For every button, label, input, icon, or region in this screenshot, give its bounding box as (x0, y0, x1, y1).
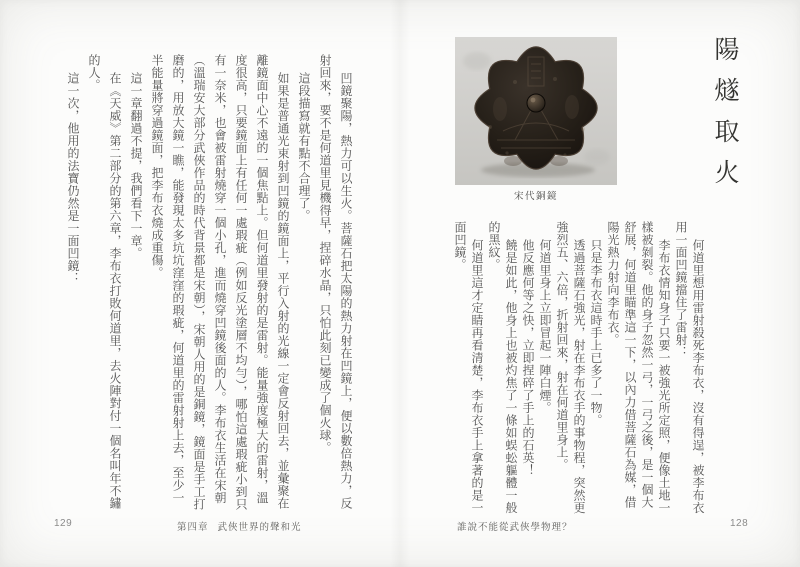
mirror-knob-highlight (531, 98, 536, 103)
paragraph: 何道里想用雷射殺死李布衣，沒有得逞，被李布衣用一面凹鏡擋住了雷射： (674, 221, 705, 514)
quote-paragraph: 饒是如此，他身上也被灼焦了一條如蜈蚣軀體一般的黑紋。 (487, 221, 518, 514)
paragraph: 在《天威》第二部分的第六章，李布衣打敗何道里，去火陣對付一個名叫年不鏽的人。 (87, 54, 122, 510)
quote-paragraph: 他反應何等之快，立即捏碎了手上的石英！ (521, 239, 535, 477)
page-number-right: 128 (730, 518, 749, 529)
right-page-text (406, 221, 706, 514)
quote-paragraph: 只是李布衣這時手上已多了一物。 (589, 239, 603, 427)
page-128 (400, 0, 800, 567)
book-title-running-footer: 誰說不能從武俠學物理？ (457, 523, 573, 533)
chapter-label: 第四章 (177, 523, 209, 533)
figure-song-mirror (455, 37, 617, 185)
photo-blotch (463, 52, 491, 70)
photo-blotch (584, 149, 610, 165)
figure-caption: 宋代銅鏡 (513, 192, 558, 202)
quote-paragraph: 凹鏡聚陽，熱力可以生火。菩薩石把太陽的熱力射在凹鏡上，便以數倍熱力，反射回來，要不是何道里見機得早，捏碎水晶，只怕此刻已變成了個火球。 (318, 54, 353, 510)
paragraph: 如果是普通光束射到凹鏡的鏡面上，平行入射的光線一定會反射回去，並彙聚在離鏡面中心不遠的一個焦點上。但何道里發射的是雷射。能量強度極大的雷射，溫度很高，只要鏡面上有任何一處瑕疵（例如反光塗層不均勻），哪怕這處瑕疵小到只有一奈米，也會被雷射燒穿一個小孔，進而燒穿凹鏡後面的人。李布衣生活在宋朝（溫瑞安大部分武俠作品的時代背景都是宋朝），宋朝人用的是銅鏡，鏡面是手工打磨的，用放大鏡一瞧，能發現太多坑坑窪窪的瑕疵，何道里的雷射射上去，至少一半能量將穿過鏡面，把李布衣燒成重傷。 (150, 54, 290, 511)
chapter-title: 武俠世界的聲和光 (217, 523, 302, 533)
mirror-knob (527, 94, 545, 112)
quote-paragraph: 李布衣情知身子只要一被強光所定照，便像土地一樣被剝裂。他的身子忽然一弓，一弓之後，是一個大舒展，何道里瞄準這一下，以內力借菩薩石為媒，借陽光熱力射向李布衣。 (606, 221, 671, 514)
section-title: 陽燧取火 (711, 36, 738, 200)
paragraph: 這一章翻過不提，我們看下一章。 (129, 72, 143, 260)
paragraph: 這一次，他用的法寶仍然是一面凹鏡： (66, 72, 80, 285)
page-number-left: 129 (54, 518, 73, 529)
paragraph: 這段描寫就有點不合理了。 (297, 72, 311, 222)
chapter-running-footer (177, 519, 302, 533)
quote-paragraph: 何道里這才定睛再看清楚，李布衣手上拿著的是一面凹鏡。 (453, 221, 484, 514)
bronze-mirror-photo (455, 37, 617, 185)
quote-paragraph: 何道里身上立即冒起一陣白煙。 (538, 239, 552, 414)
left-page-text (56, 54, 356, 516)
quote-paragraph: 透過菩薩石強光，射在李布衣手的事物程，突然更強烈五、六倍，折射回來，射在何道里身上。 (555, 221, 586, 514)
